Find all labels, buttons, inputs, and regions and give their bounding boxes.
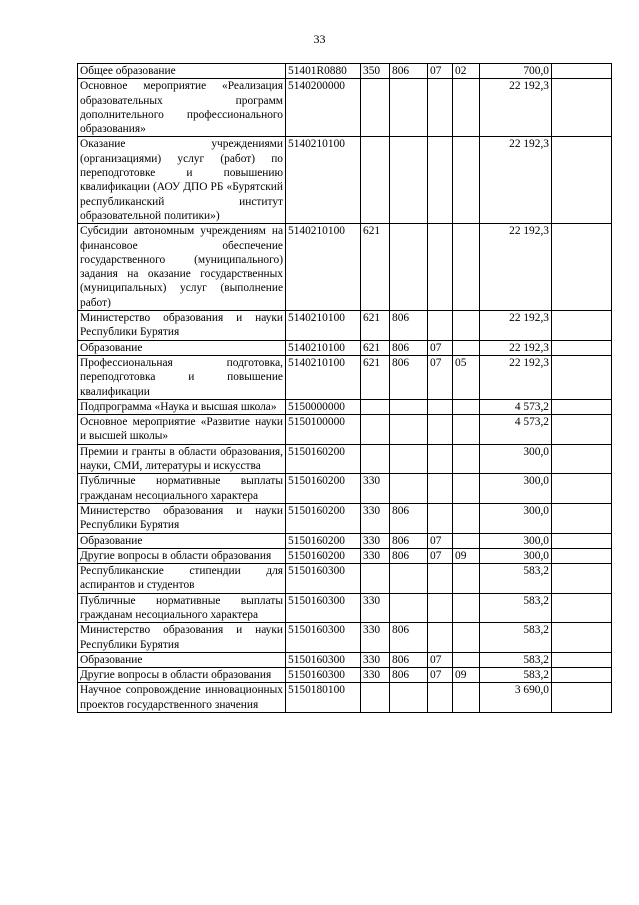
row-subsection-cell [453,533,480,548]
row-expense-type-cell [361,444,390,474]
row-name-cell: Другие вопросы в области образования [78,548,286,563]
row-administrator-cell: 806 [390,668,428,683]
row-empty-cell [552,683,612,713]
row-target-article-cell: 5150160300 [286,668,361,683]
row-amount-cell: 22 192,3 [480,137,552,224]
row-subsection-cell [453,224,480,311]
row-expense-type-cell [361,399,390,414]
row-section-cell [428,593,453,623]
row-amount-cell: 300,0 [480,503,552,533]
table-row [78,668,612,683]
row-subsection-cell [453,399,480,414]
row-amount-cell: 583,2 [480,564,552,594]
row-amount-cell: 22 192,3 [480,340,552,355]
table-row [78,683,612,713]
row-empty-cell [552,64,612,79]
row-amount-cell: 583,2 [480,652,552,667]
row-empty-cell [552,548,612,563]
table-row [78,79,612,137]
row-name-cell: Основное мероприятие «Развитие науки и высшей школы» [78,415,286,445]
row-name-cell: Научное сопровождение инновационных проектов государственного значения [78,683,286,713]
row-subsection-cell [453,79,480,137]
row-empty-cell [552,355,612,399]
table-row [78,355,612,399]
row-target-article-cell: 5140210100 [286,311,361,341]
row-expense-type-cell: 330 [361,548,390,563]
row-subsection-cell [453,311,480,341]
row-expense-type-cell: 330 [361,474,390,504]
row-name-cell: Профессиональная подготовка, переподготовка и повышение квалификации [78,355,286,399]
row-section-cell [428,623,453,653]
row-subsection-cell [453,564,480,594]
row-section-cell [428,79,453,137]
row-name-cell: Премии и гранты в области образования, науки, СМИ, литературы и искусства [78,444,286,474]
row-target-article-cell: 5150160300 [286,652,361,667]
row-administrator-cell [390,474,428,504]
row-empty-cell [552,668,612,683]
table-row [78,474,612,504]
row-name-cell: Министерство образования и науки Республики Бурятия [78,623,286,653]
row-expense-type-cell: 330 [361,533,390,548]
table-row [78,564,612,594]
row-target-article-cell: 5140210100 [286,137,361,224]
row-empty-cell [552,340,612,355]
row-target-article-cell: 51401R0880 [286,64,361,79]
row-subsection-cell [453,652,480,667]
row-administrator-cell [390,444,428,474]
table-row [78,533,612,548]
row-target-article-cell: 5150000000 [286,399,361,414]
row-administrator-cell: 806 [390,340,428,355]
row-target-article-cell: 5140210100 [286,340,361,355]
row-name-cell: Образование [78,652,286,667]
row-section-cell: 07 [428,340,453,355]
row-section-cell: 07 [428,533,453,548]
row-empty-cell [552,623,612,653]
row-target-article-cell: 5150160300 [286,623,361,653]
row-expense-type-cell: 350 [361,64,390,79]
row-subsection-cell [453,593,480,623]
row-amount-cell: 22 192,3 [480,355,552,399]
row-administrator-cell: 806 [390,548,428,563]
row-empty-cell [552,503,612,533]
row-amount-cell: 22 192,3 [480,79,552,137]
row-name-cell: Общее образование [78,64,286,79]
row-subsection-cell [453,137,480,224]
row-section-cell [428,311,453,341]
row-empty-cell [552,79,612,137]
row-section-cell [428,415,453,445]
row-administrator-cell: 806 [390,64,428,79]
row-name-cell: Оказание учреждениями (организациями) услуг (работ) по переподготовке и повышению квалификации (АОУ ДПО РБ «Бурятский республиканский институт образовательной политики») [78,137,286,224]
row-expense-type-cell [361,683,390,713]
row-expense-type-cell: 621 [361,355,390,399]
row-administrator-cell [390,415,428,445]
table-row [78,652,612,667]
row-subsection-cell: 09 [453,668,480,683]
row-expense-type-cell: 621 [361,224,390,311]
row-target-article-cell: 5150160200 [286,548,361,563]
row-name-cell: Республиканские стипендии для аспирантов и студентов [78,564,286,594]
row-administrator-cell: 806 [390,311,428,341]
row-expense-type-cell: 330 [361,652,390,667]
row-amount-cell: 4 573,2 [480,415,552,445]
row-target-article-cell: 5150160200 [286,533,361,548]
row-expense-type-cell: 330 [361,668,390,683]
row-target-article-cell: 5140200000 [286,79,361,137]
table-row [78,311,612,341]
row-empty-cell [552,311,612,341]
row-target-article-cell: 5150160200 [286,444,361,474]
table-row [78,224,612,311]
row-subsection-cell [453,444,480,474]
row-subsection-cell [453,683,480,713]
row-section-cell: 07 [428,652,453,667]
row-administrator-cell [390,564,428,594]
row-section-cell [428,224,453,311]
table-row [78,399,612,414]
row-administrator-cell [390,593,428,623]
row-empty-cell [552,533,612,548]
row-name-cell: Субсидии автономным учреждениям на финансовое обеспечение государственного (муниципального) задания на оказание государственных (муниципальных) услуг (выполнение работ) [78,224,286,311]
table-row [78,593,612,623]
row-expense-type-cell: 621 [361,311,390,341]
row-empty-cell [552,137,612,224]
row-amount-cell: 583,2 [480,593,552,623]
table-row [78,623,612,653]
row-amount-cell: 22 192,3 [480,311,552,341]
row-subsection-cell: 05 [453,355,480,399]
row-name-cell: Подпрограмма «Наука и высшая школа» [78,399,286,414]
row-section-cell [428,503,453,533]
table-row [78,548,612,563]
table-row [78,444,612,474]
row-expense-type-cell [361,137,390,224]
row-amount-cell: 22 192,3 [480,224,552,311]
row-administrator-cell: 806 [390,652,428,667]
row-amount-cell: 3 690,0 [480,683,552,713]
row-expense-type-cell [361,564,390,594]
row-amount-cell: 583,2 [480,668,552,683]
row-name-cell: Основное мероприятие «Реализация образовательных программ дополнительного профессионального образования» [78,79,286,137]
row-subsection-cell [453,474,480,504]
table-row [78,415,612,445]
row-name-cell: Образование [78,533,286,548]
row-name-cell: Публичные нормативные выплаты гражданам несоциального характера [78,593,286,623]
row-name-cell: Образование [78,340,286,355]
row-amount-cell: 300,0 [480,474,552,504]
row-administrator-cell [390,224,428,311]
row-empty-cell [552,444,612,474]
row-empty-cell [552,224,612,311]
row-expense-type-cell [361,79,390,137]
row-expense-type-cell [361,415,390,445]
row-name-cell: Публичные нормативные выплаты гражданам несоциального характера [78,474,286,504]
row-subsection-cell [453,503,480,533]
row-empty-cell [552,474,612,504]
row-administrator-cell: 806 [390,533,428,548]
table-row [78,503,612,533]
row-name-cell: Министерство образования и науки Республики Бурятия [78,503,286,533]
row-target-article-cell: 5150160300 [286,564,361,594]
row-empty-cell [552,593,612,623]
row-target-article-cell: 5140210100 [286,224,361,311]
row-section-cell: 07 [428,64,453,79]
row-expense-type-cell: 330 [361,593,390,623]
row-section-cell [428,564,453,594]
row-administrator-cell [390,79,428,137]
row-section-cell [428,399,453,414]
row-subsection-cell [453,623,480,653]
row-target-article-cell: 5140210100 [286,355,361,399]
row-amount-cell: 583,2 [480,623,552,653]
table-row [78,340,612,355]
row-subsection-cell [453,415,480,445]
budget-table [77,63,612,713]
row-empty-cell [552,564,612,594]
row-administrator-cell: 806 [390,355,428,399]
row-subsection-cell [453,340,480,355]
row-amount-cell: 4 573,2 [480,399,552,414]
row-subsection-cell: 09 [453,548,480,563]
row-section-cell [428,444,453,474]
row-amount-cell: 300,0 [480,533,552,548]
row-expense-type-cell: 330 [361,503,390,533]
row-amount-cell: 700,0 [480,64,552,79]
row-administrator-cell: 806 [390,503,428,533]
row-target-article-cell: 5150160200 [286,503,361,533]
row-target-article-cell: 5150180100 [286,683,361,713]
row-administrator-cell [390,399,428,414]
row-target-article-cell: 5150100000 [286,415,361,445]
page-number: 33 [313,32,326,46]
table-row [78,137,612,224]
row-name-cell: Министерство образования и науки Республики Бурятия [78,311,286,341]
row-administrator-cell [390,137,428,224]
row-administrator-cell: 806 [390,623,428,653]
row-empty-cell [552,399,612,414]
row-target-article-cell: 5150160200 [286,474,361,504]
row-expense-type-cell: 621 [361,340,390,355]
row-amount-cell: 300,0 [480,548,552,563]
row-section-cell: 07 [428,548,453,563]
row-section-cell [428,137,453,224]
row-section-cell: 07 [428,668,453,683]
table-row [78,64,612,79]
row-target-article-cell: 5150160300 [286,593,361,623]
row-amount-cell: 300,0 [480,444,552,474]
budget-table-body [78,64,612,713]
row-section-cell [428,683,453,713]
row-empty-cell [552,652,612,667]
row-section-cell: 07 [428,355,453,399]
row-name-cell: Другие вопросы в области образования [78,668,286,683]
row-subsection-cell: 02 [453,64,480,79]
row-empty-cell [552,415,612,445]
row-section-cell [428,474,453,504]
row-administrator-cell [390,683,428,713]
row-expense-type-cell: 330 [361,623,390,653]
